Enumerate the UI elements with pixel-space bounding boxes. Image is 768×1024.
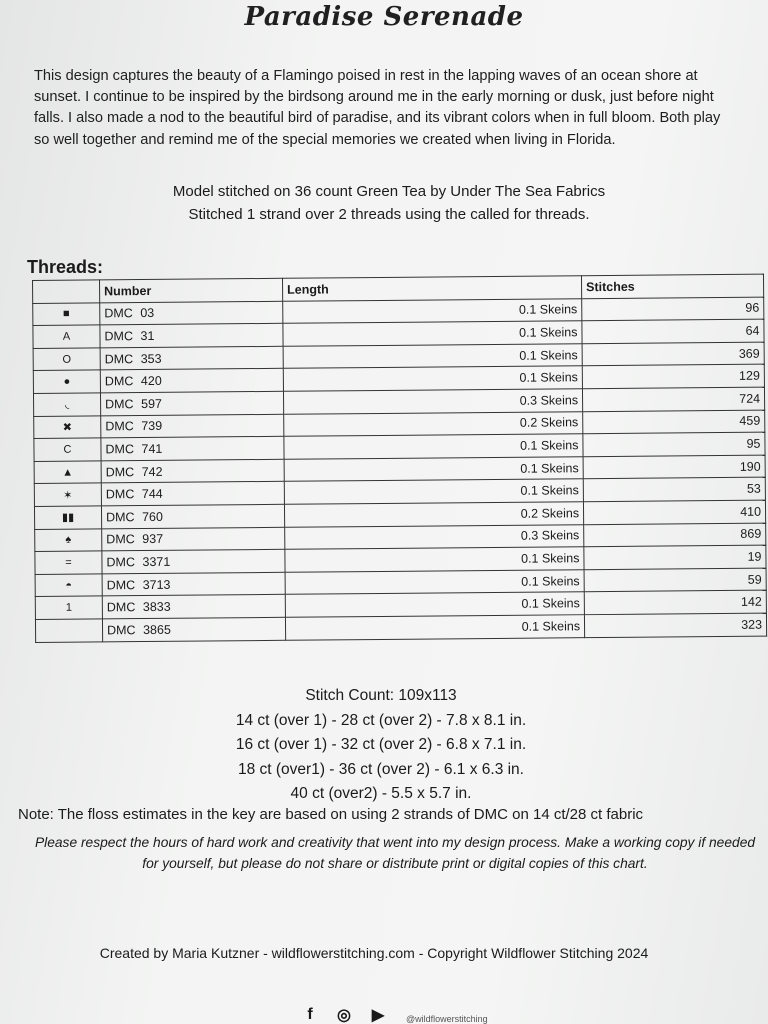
- floss-note: Note: The floss estimates in the key are based on using 2 strands of DMC on 14 ct/28 ct fabric: [18, 806, 644, 823]
- thread-number: [101, 459, 284, 483]
- social-links: [300, 1005, 488, 1024]
- thread-stitches: 95: [583, 432, 765, 456]
- thread-length: 0.2 Skeins: [284, 411, 583, 436]
- thread-symbol: ♠: [35, 528, 102, 551]
- model-stitched-line: Stitched 1 strand over 2 threads using the called for threads.: [188, 206, 590, 223]
- thread-stitches: 724: [582, 387, 764, 411]
- size-line: 14 ct (over 1) - 28 ct (over 2) - 7.8 x 8.1 in.: [235, 711, 527, 729]
- thread-brand: DMC: [104, 306, 133, 321]
- thread-stitches: 59: [584, 568, 766, 592]
- thread-number: [101, 482, 284, 506]
- thread-length: 0.1 Skeins: [285, 615, 584, 640]
- thread-brand: DMC: [105, 487, 135, 502]
- thread-brand: DMC: [105, 419, 134, 434]
- thread-stitches: 129: [582, 364, 764, 388]
- thread-brand: DMC: [106, 622, 136, 638]
- thread-stitches: 142: [584, 590, 766, 614]
- thread-symbol: ✶: [34, 483, 101, 506]
- thread-brand: DMC: [104, 374, 134, 389]
- thread-code: 741: [141, 441, 163, 457]
- threads-table: [32, 274, 767, 643]
- thread-symbol: ✖: [34, 415, 101, 438]
- thread-number: [100, 391, 283, 415]
- thread-number: [100, 301, 283, 325]
- thread-number: [102, 595, 285, 619]
- thread-length: 0.1 Skeins: [285, 569, 584, 594]
- thread-code: 744: [141, 487, 163, 502]
- thread-length: 0.2 Skeins: [284, 502, 583, 527]
- header-length: Length: [282, 276, 581, 301]
- thread-symbol: ◟: [33, 393, 100, 416]
- thread-length: 0.1 Skeins: [283, 343, 582, 368]
- thread-code: 3865: [142, 622, 171, 637]
- stitch-count: Stitch Count: 109x113: [305, 687, 457, 704]
- thread-code: 420: [140, 374, 162, 389]
- thread-code: 597: [141, 396, 163, 411]
- thread-brand: DMC: [106, 577, 136, 592]
- thread-symbol: A: [33, 325, 100, 348]
- instagram-icon[interactable]: ◎: [337, 1007, 351, 1024]
- thread-stitches: 323: [584, 613, 766, 637]
- thread-code: 3371: [142, 554, 171, 569]
- size-line: 40 ct (over2) - 5.5 x 5.7 in.: [290, 785, 472, 802]
- thread-brand: DMC: [104, 329, 134, 344]
- thread-length: 0.1 Skeins: [284, 479, 583, 504]
- thread-length: 0.1 Skeins: [284, 456, 583, 481]
- youtube-icon[interactable]: ▶: [371, 1007, 385, 1024]
- thread-stitches: 19: [584, 545, 766, 569]
- thread-number: [102, 527, 285, 551]
- thread-brand: DMC: [104, 351, 134, 366]
- thread-stitches: 53: [583, 477, 765, 501]
- size-line: 18 ct (over1) - 36 ct (over 2) - 6.1 x 6.3 in.: [237, 760, 524, 778]
- header-symbol: [33, 280, 100, 303]
- thread-code: 3713: [142, 577, 171, 592]
- thread-length: 0.1 Skeins: [283, 366, 582, 391]
- thread-length: 0.1 Skeins: [285, 592, 584, 617]
- threads-heading: Threads:: [27, 257, 104, 277]
- social-handle: @wildflowerstitching: [406, 1014, 488, 1024]
- thread-stitches: 96: [582, 297, 764, 321]
- thread-code: 31: [140, 328, 155, 344]
- thread-code: 760: [142, 509, 163, 524]
- thread-symbol: =: [35, 551, 102, 574]
- thread-symbol: ■: [33, 303, 100, 326]
- thread-symbol: 1: [35, 596, 102, 619]
- footer-credit: Created by Maria Kutzner - wildflowerstitching.com - Copyright Wildflower Stitching 2024: [99, 945, 649, 961]
- thread-brand: DMC: [106, 555, 135, 570]
- thread-code: 742: [141, 464, 163, 479]
- threads-table-body: [33, 297, 767, 642]
- thread-code: 739: [141, 419, 163, 434]
- thread-code: 353: [140, 351, 162, 366]
- thread-number: [100, 369, 283, 393]
- thread-brand: DMC: [106, 532, 135, 547]
- thread-stitches: 369: [582, 342, 764, 366]
- thread-brand: DMC: [105, 464, 135, 479]
- page-title: Paradise Serenade: [244, 2, 524, 32]
- thread-length: 0.1 Skeins: [283, 298, 582, 323]
- thread-code: 03: [140, 306, 155, 321]
- thread-length: 0.3 Skeins: [285, 524, 584, 549]
- thread-brand: DMC: [105, 442, 135, 457]
- thread-symbol: [35, 619, 102, 642]
- thread-number: [102, 549, 285, 573]
- thread-symbol: ◓: [35, 574, 102, 597]
- thread-stitches: 64: [582, 319, 764, 343]
- model-fabric-line: Model stitched on 36 count Green Tea by Under The Sea Fabrics: [172, 183, 606, 200]
- model-info: [0, 180, 768, 226]
- stitch-count-block: [0, 684, 768, 807]
- size-line: 16 ct (over 1) - 32 ct (over 2) - 6.8 x 7.1 in.: [235, 736, 527, 753]
- thread-brand: DMC: [106, 600, 136, 615]
- thread-number: [100, 323, 283, 347]
- thread-code: 3833: [142, 599, 171, 615]
- thread-length: 0.1 Skeins: [285, 547, 584, 572]
- thread-stitches: 459: [583, 410, 765, 434]
- thread-length: 0.1 Skeins: [284, 434, 583, 459]
- thread-stitches: 869: [584, 523, 766, 547]
- thread-number: [100, 346, 283, 370]
- thread-number: [102, 572, 285, 596]
- thread-code: 937: [142, 532, 164, 547]
- thread-stitches: 190: [583, 455, 765, 479]
- thread-stitches: 410: [583, 500, 765, 524]
- header-stitches: Stitches: [581, 274, 763, 298]
- thread-symbol: C: [34, 438, 101, 461]
- thread-length: 0.3 Skeins: [283, 389, 582, 414]
- header-number: Number: [100, 278, 283, 302]
- thread-length: 0.1 Skeins: [283, 321, 582, 346]
- thread-number: [101, 436, 284, 460]
- thread-number: [102, 617, 285, 641]
- thread-number: [101, 504, 284, 528]
- design-description: This design captures the beauty of a Flamingo poised in rest in the lapping waves of an ocean shore at sunset. I continue to be inspired by the birdsong around me in the early morning or dusk, just before night falls. I also made a nod to the beautiful bird of paradise, and its vibrant colors when in full bloom. Both play so well together and remind me of the special memories we created when living in Florida.: [34, 68, 721, 148]
- facebook-icon[interactable]: f: [307, 1006, 313, 1023]
- copyright-request: Please respect the hours of hard work and creativity that went into my design process. Make a working copy if needed for yourself, but please do not share or distribute print or digital copies of this chart.: [34, 835, 756, 871]
- thread-symbol: O: [33, 348, 100, 371]
- thread-number: [101, 414, 284, 438]
- thread-brand: DMC: [105, 396, 134, 412]
- thread-symbol: ▮▮: [34, 506, 101, 529]
- thread-symbol: ▲: [34, 461, 101, 484]
- thread-brand: DMC: [106, 509, 135, 525]
- thread-symbol: ●: [33, 370, 100, 393]
